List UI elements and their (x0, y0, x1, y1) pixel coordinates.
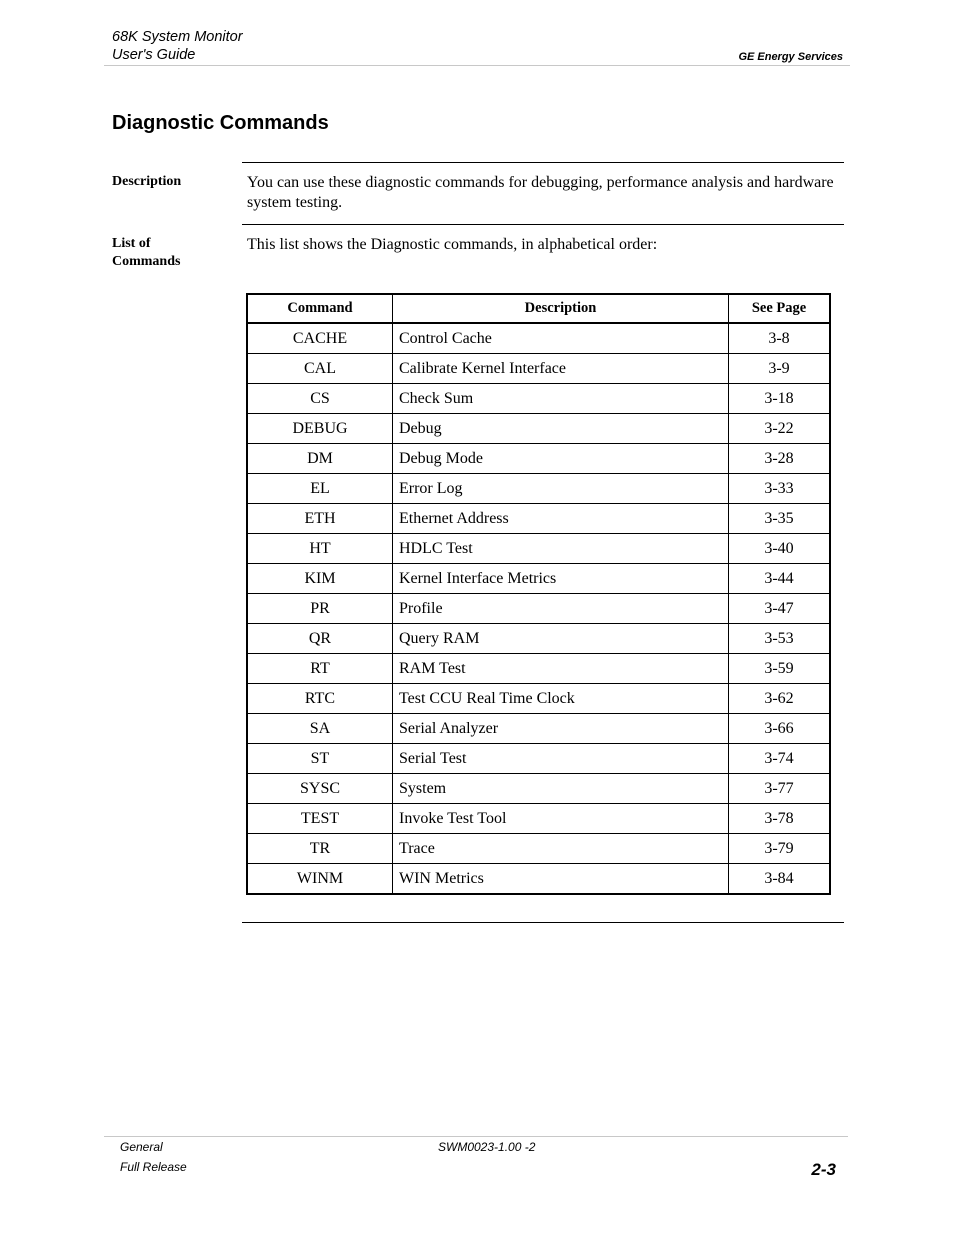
command-cell: TR (247, 834, 393, 864)
see-page-cell: 3-77 (729, 774, 831, 804)
see-page-cell: 3-74 (729, 744, 831, 774)
see-page-cell: 3-78 (729, 804, 831, 834)
description-cell: Kernel Interface Metrics (393, 564, 729, 594)
table-row (247, 354, 830, 384)
command-cell: QR (247, 624, 393, 654)
description-cell: System (393, 774, 729, 804)
table-row (247, 564, 830, 594)
description-cell: Debug Mode (393, 444, 729, 474)
command-cell: SYSC (247, 774, 393, 804)
see-page-cell: 3-59 (729, 654, 831, 684)
table-row (247, 474, 830, 504)
table-row (247, 654, 830, 684)
table-row (247, 534, 830, 564)
see-page-cell: 3-44 (729, 564, 831, 594)
description-cell: Calibrate Kernel Interface (393, 354, 729, 384)
header-title-line2: User's Guide (112, 47, 196, 63)
see-page-cell: 3-22 (729, 414, 831, 444)
command-cell: CACHE (247, 323, 393, 354)
footer-release: Full Release (120, 1160, 187, 1174)
see-page-cell: 3-62 (729, 684, 831, 714)
command-cell: KIM (247, 564, 393, 594)
command-cell: TEST (247, 804, 393, 834)
description-cell: Control Cache (393, 323, 729, 354)
column-header-description: Description (393, 294, 729, 323)
column-header-command: Command (247, 294, 393, 323)
header-title (112, 28, 243, 64)
command-cell: ETH (247, 504, 393, 534)
page-title: Diagnostic Commands (112, 112, 329, 134)
section-divider-middle (242, 224, 844, 225)
see-page-cell: 3-66 (729, 714, 831, 744)
description-cell: Trace (393, 834, 729, 864)
list-label-line2: Commands (112, 254, 181, 269)
section-divider-top (242, 162, 844, 163)
see-page-cell: 3-47 (729, 594, 831, 624)
description-cell: Test CCU Real Time Clock (393, 684, 729, 714)
table-row (247, 834, 830, 864)
table-row (247, 684, 830, 714)
table-row (247, 323, 830, 354)
list-label (112, 235, 232, 271)
section-divider-bottom (242, 922, 844, 923)
command-cell: PR (247, 594, 393, 624)
command-cell: EL (247, 474, 393, 504)
see-page-cell: 3-9 (729, 354, 831, 384)
command-cell: DEBUG (247, 414, 393, 444)
table-row (247, 714, 830, 744)
command-cell: RTC (247, 684, 393, 714)
see-page-cell: 3-53 (729, 624, 831, 654)
list-label-line1: List of (112, 236, 151, 251)
description-cell: RAM Test (393, 654, 729, 684)
table-row (247, 594, 830, 624)
see-page-cell: 3-33 (729, 474, 831, 504)
table-row (247, 774, 830, 804)
command-cell: RT (247, 654, 393, 684)
header-title-line1: 68K System Monitor (112, 29, 243, 45)
footer-category: General (120, 1140, 163, 1154)
column-header-see-page: See Page (729, 294, 831, 323)
description-cell: Error Log (393, 474, 729, 504)
description-cell: Serial Test (393, 744, 729, 774)
description-cell: Query RAM (393, 624, 729, 654)
see-page-cell: 3-8 (729, 323, 831, 354)
command-cell: DM (247, 444, 393, 474)
description-cell: Debug (393, 414, 729, 444)
command-cell: ST (247, 744, 393, 774)
command-cell: SA (247, 714, 393, 744)
table-row (247, 744, 830, 774)
description-label: Description (112, 174, 182, 189)
description-text: You can use these diagnostic commands for debugging, performance analysis and hardware system testing. (247, 174, 834, 211)
see-page-cell: 3-79 (729, 834, 831, 864)
table-body (247, 323, 830, 894)
table-row (247, 444, 830, 474)
header-divider (104, 65, 850, 66)
see-page-cell: 3-84 (729, 864, 831, 895)
page-number: 2-3 (811, 1160, 836, 1179)
table-header-row (247, 294, 830, 323)
see-page-cell: 3-35 (729, 504, 831, 534)
table-row (247, 624, 830, 654)
command-cell: HT (247, 534, 393, 564)
table-row (247, 804, 830, 834)
footer-divider (104, 1136, 848, 1137)
description-cell: HDLC Test (393, 534, 729, 564)
see-page-cell: 3-18 (729, 384, 831, 414)
see-page-cell: 3-40 (729, 534, 831, 564)
table-row (247, 864, 830, 895)
command-cell: CS (247, 384, 393, 414)
description-cell: Invoke Test Tool (393, 804, 729, 834)
commands-table (246, 293, 831, 895)
description-cell: Profile (393, 594, 729, 624)
command-cell: CAL (247, 354, 393, 384)
table-row (247, 384, 830, 414)
header-company: GE Energy Services (738, 51, 843, 63)
description-cell: Ethernet Address (393, 504, 729, 534)
table-row (247, 504, 830, 534)
description-cell: Check Sum (393, 384, 729, 414)
command-cell: WINM (247, 864, 393, 895)
footer-doc-number: SWM0023-1.00 -2 (438, 1140, 536, 1154)
table-row (247, 414, 830, 444)
description-cell: WIN Metrics (393, 864, 729, 895)
description-cell: Serial Analyzer (393, 714, 729, 744)
list-intro-text: This list shows the Diagnostic commands, in alphabetical order: (247, 236, 658, 253)
see-page-cell: 3-28 (729, 444, 831, 474)
